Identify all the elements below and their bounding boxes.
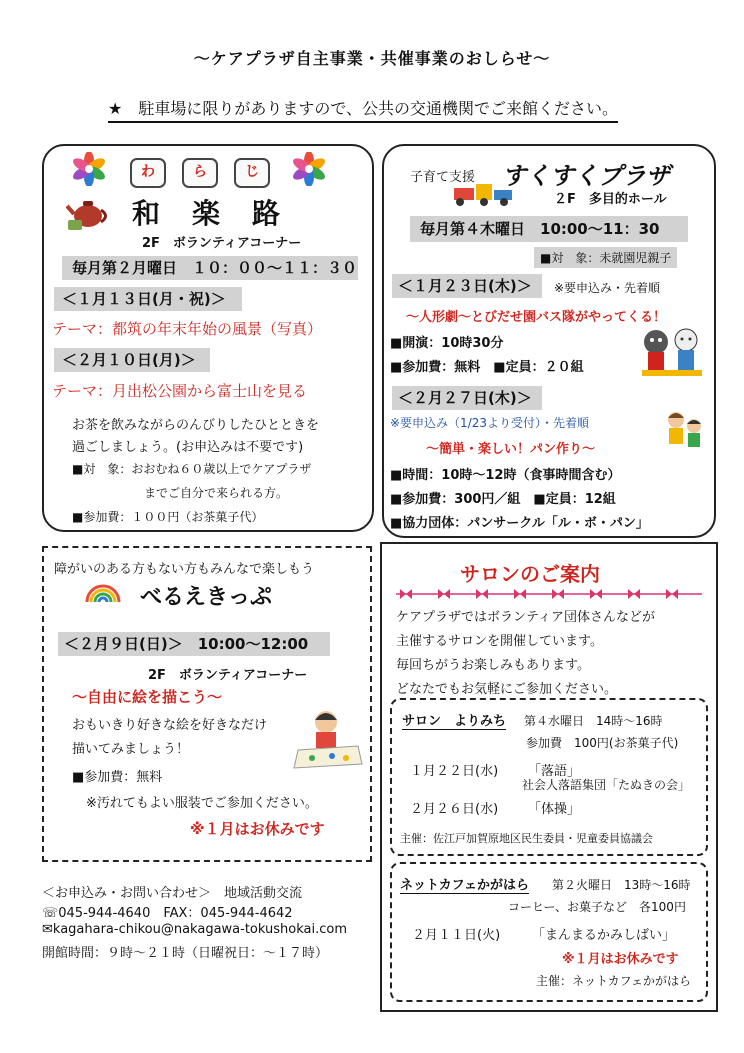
sukusuku-fee2: ■参加費：300円／組 ■定員：12組 xyxy=(390,492,616,507)
waraji-schedule: 毎月第２月曜日 １０：００～１１：３０ xyxy=(62,256,358,280)
sukusuku-date1-note: ※要申込み・先着順 xyxy=(554,281,661,295)
waraji-theme1: テーマ：都筑の年末年始の風景（写真） xyxy=(52,320,323,338)
waraji-desc: お茶を飲みながらのんびりしたひとときを xyxy=(72,418,320,433)
sukusuku-date1: ＜１月２３日(木)＞ xyxy=(392,274,542,298)
yorimichi-event1-sub: 社会人落語集団「たぬきの会」 xyxy=(522,778,691,792)
bellekip-title: べるえきっぷ xyxy=(140,585,273,610)
waraji-target: までご自分で来られる方。 xyxy=(144,486,289,500)
yorimichi-event1: 「落語」 xyxy=(528,764,581,779)
sukusuku-title: すくすくプラザ xyxy=(502,162,670,190)
waraji-pill: じ xyxy=(234,158,270,188)
netcafe-event1: 「まんまるかみしばい」 xyxy=(532,928,676,943)
rainbow-icon xyxy=(84,582,122,604)
netcafe-box xyxy=(390,862,708,1002)
flower-icon xyxy=(292,152,326,186)
parking-notice: ★ 駐車場に限りがありますので、公共の交通機関でご来館ください。 xyxy=(108,96,618,123)
yorimichi-fee: 参加費 100円(お茶菓子代) xyxy=(526,736,679,750)
bellekip-desc: 描いてみましょう！ xyxy=(72,742,190,757)
bellekip-desc: おもいきり好きな絵を好きなだけ xyxy=(72,718,268,733)
yorimichi-box xyxy=(390,698,708,856)
puppets-icon xyxy=(640,322,704,378)
sukusuku-box xyxy=(382,144,716,538)
netcafe-schedule: 第２火曜日 13時～16時 xyxy=(552,878,691,892)
netcafe-host: 主催：ネットカフェかがはら xyxy=(536,974,692,988)
sukusuku-coop: ■協力団体：パンサークル「ル・ボ・パン」 xyxy=(390,516,649,531)
sukusuku-fee1: ■参加費：無料 ■定員：２０組 xyxy=(390,360,584,375)
yorimichi-event2: 「体操」 xyxy=(528,802,581,817)
salon-intro: どなたでもお気軽にご参加ください。 xyxy=(396,682,618,697)
waraji-date2: ＜２月１０日(月)＞ xyxy=(54,348,210,372)
waraji-box xyxy=(42,144,374,532)
contact-email: ✉kagahara-chikou@nakagawa-tokushokai.com xyxy=(42,922,347,937)
sukusuku-time2: ■時間：10時～12時（食事時間含む） xyxy=(390,468,621,483)
waraji-theme2: テーマ：月出松公園から富士山を見る xyxy=(52,382,308,400)
salon-intro: 主催するサロンを開催しています。 xyxy=(396,634,603,649)
flower-icon xyxy=(72,152,106,186)
sukusuku-location: ２F 多目的ホール xyxy=(554,192,667,207)
waraji-location: 2F ボランティアコーナー xyxy=(142,236,302,251)
sukusuku-open: ■開演：10時30分 xyxy=(390,336,504,351)
bellekip-note: ※汚れてもよい服装でご参加ください。 xyxy=(86,796,318,811)
child-drawing-icon xyxy=(292,708,364,770)
salon-intro: 毎回ちがうお楽しみもあります。 xyxy=(396,658,590,673)
sukusuku-note2: ※要申込み（1/23より受付）・先着順 xyxy=(390,416,590,430)
bellekip-location: 2F ボランティアコーナー xyxy=(148,668,308,683)
bellekip-box xyxy=(42,546,372,862)
sukusuku-schedule: 毎月第４木曜日 10:00～11：30 xyxy=(410,216,688,242)
waraji-target: ■対 象：おおむね６０歳以上でケアプラザ xyxy=(72,462,312,476)
waraji-fee: ■参加費：１００円（お茶菓子代） xyxy=(72,510,264,524)
toy-train-icon xyxy=(452,180,516,208)
bellekip-date: ＜２月９日(日)＞ 10:00～12:00 xyxy=(58,632,330,656)
sukusuku-date2: ＜２月２７日(木)＞ xyxy=(392,386,542,410)
waraji-pill: ら xyxy=(182,158,218,188)
salon-box xyxy=(380,542,718,1012)
netcafe-off: ※１月はお休みです xyxy=(562,952,679,967)
yorimichi-date2: ２月２６日(水) xyxy=(410,802,499,817)
yorimichi-schedule: 第４水曜日 14時～16時 xyxy=(524,714,663,728)
bellekip-off: ※１月はお休みです xyxy=(190,820,325,838)
teapot-icon xyxy=(66,192,112,232)
children-cooking-icon xyxy=(662,408,706,452)
netcafe-name: ネットカフェかがはら xyxy=(400,874,529,894)
opening-hours: 開館時間：９時～２１時（日曜祝日：～１７時） xyxy=(42,946,329,961)
netcafe-fee: コーヒー、お菓子など 各100円 xyxy=(508,900,686,914)
salon-intro: ケアプラザではボランティア団体さんなどが xyxy=(396,610,655,625)
page-title: ～ケアプラザ自主事業・共催事業のおしらせ～ xyxy=(193,49,551,68)
sukusuku-target: ■対 象：未就園児親子 xyxy=(534,247,677,268)
waraji-title: 和 楽 路 xyxy=(132,197,283,230)
yorimichi-name: サロン よりみち xyxy=(402,710,506,730)
netcafe-date1: ２月１１日(火) xyxy=(412,928,501,943)
salon-title: サロンのご案内 xyxy=(460,562,600,586)
bellekip-theme: ～自由に絵を描こう～ xyxy=(72,688,223,706)
waraji-pill: わ xyxy=(130,158,166,188)
bellekip-subtitle: 障がいのある方もない方もみんなで楽しもう xyxy=(54,562,315,577)
yorimichi-date1: １月２２日(水) xyxy=(410,764,499,779)
sukusuku-prefix: 子育て支援 xyxy=(410,170,476,185)
contact-heading: ＜お申込み・お問い合わせ＞ 地域活動交流 xyxy=(42,886,303,901)
sukusuku-event1: ～人形劇～とびだせ園バス隊がやってくる！ xyxy=(406,310,667,325)
waraji-desc: 過ごしましょう。(お申込みは不要です) xyxy=(72,440,304,455)
bellekip-fee: ■参加費：無料 xyxy=(72,770,163,785)
contact-phone-fax: ☏045-944-4640 FAX：045-944-4642 xyxy=(42,906,293,921)
sukusuku-event2: ～簡単・楽しい！パン作り～ xyxy=(426,442,596,457)
ribbon-divider-icon xyxy=(396,586,702,602)
yorimichi-host: 主催：佐江戸加賀原地区民生委員・児童委員協議会 xyxy=(400,832,653,845)
waraji-date1: ＜１月１３日(月・祝)＞ xyxy=(54,287,242,311)
